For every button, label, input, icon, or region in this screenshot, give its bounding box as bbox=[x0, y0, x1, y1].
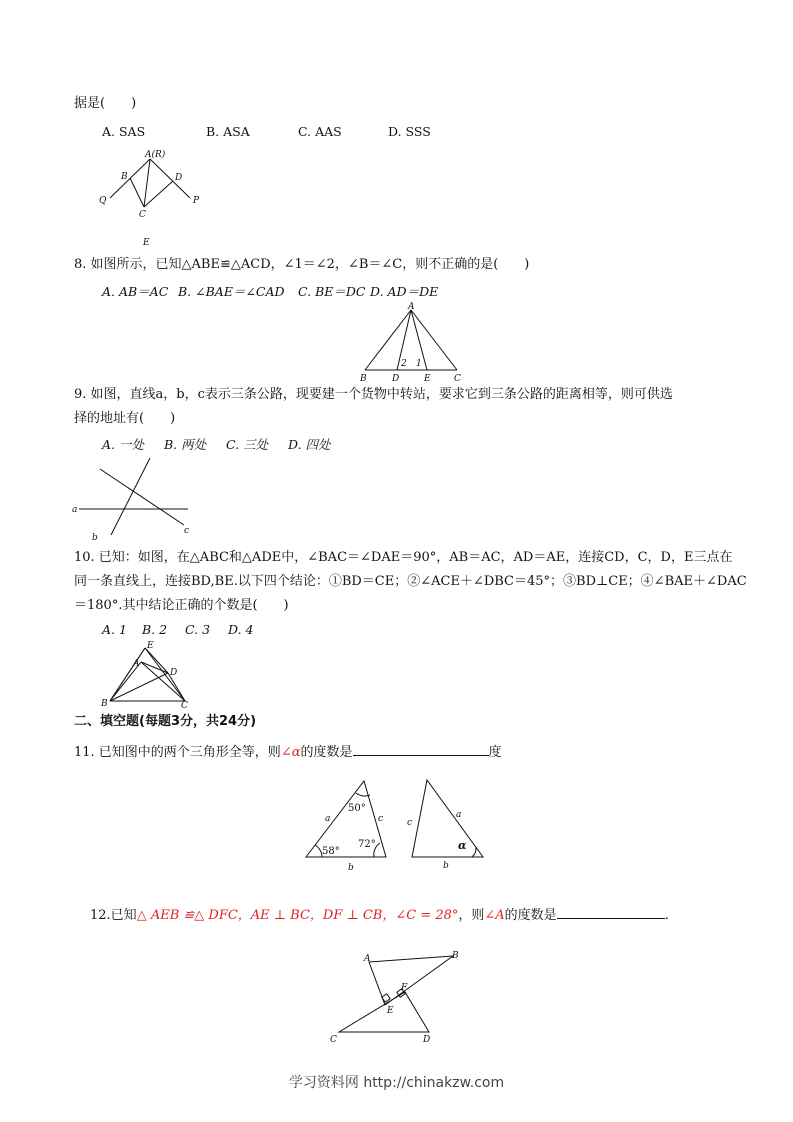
q12-figure bbox=[325, 948, 470, 1048]
q11-label-b1: b bbox=[348, 863, 354, 873]
q11-answer-blank[interactable] bbox=[353, 743, 489, 756]
q11-label-b2: b bbox=[443, 861, 449, 871]
q7-option-b: B. ASA bbox=[206, 124, 250, 139]
q8-label-a: A bbox=[408, 302, 415, 312]
q12-condition: △ AEB ≌△ DFC，AE ⊥ BC，DF ⊥ CB，∠C = 28° bbox=[136, 908, 459, 923]
q10-options bbox=[102, 622, 253, 637]
q7-option-d: D. SSS bbox=[388, 124, 431, 139]
q10-option-c: C. 3 bbox=[185, 622, 211, 637]
q9-option-c: C. 三处 bbox=[226, 437, 269, 452]
q11-label-a2: a bbox=[456, 810, 462, 820]
q8-label-d: D bbox=[392, 374, 400, 384]
q7-figure bbox=[95, 145, 215, 250]
q7-option-a: A. SAS bbox=[102, 124, 146, 139]
q12-stem-post: 的度数是 bbox=[504, 908, 557, 923]
q12-stem bbox=[90, 906, 669, 924]
q11-alpha: ∠α bbox=[280, 745, 301, 760]
q11-stem-post: 的度数是 bbox=[300, 745, 353, 760]
q12-stem-pre: 12.已知 bbox=[90, 908, 137, 923]
q8-label-2: 2 bbox=[401, 359, 407, 369]
q12-label-b: B bbox=[452, 951, 459, 961]
q9-figure bbox=[70, 455, 195, 543]
q9-label-b: b bbox=[92, 533, 98, 543]
q11-angle-50: 50° bbox=[348, 803, 366, 814]
q7-label-c: C bbox=[139, 210, 146, 220]
q10-label-d: D bbox=[170, 668, 178, 678]
q8-stem: 8. 如图所示，已知△ABE≌△ACD，∠1＝∠2，∠B＝∠C，则不正确的是( ) bbox=[74, 257, 530, 272]
q10-label-a: A bbox=[133, 659, 140, 669]
q11-label-a1: a bbox=[325, 814, 331, 824]
q10-option-a: A. 1 bbox=[102, 622, 127, 637]
q7-label-b: B bbox=[121, 172, 128, 182]
q11-angle-58: 58° bbox=[322, 846, 340, 857]
q11-label-c2: c bbox=[407, 818, 413, 828]
q11-angle-72: 72° bbox=[358, 839, 376, 850]
q10-option-b: B. 2 bbox=[142, 622, 168, 637]
q7-label-a: A(R) bbox=[145, 150, 166, 160]
q10-option-d: D. 4 bbox=[228, 622, 254, 637]
q7-label-q: Q bbox=[99, 196, 107, 206]
q7-options bbox=[102, 124, 431, 139]
q8-label-e: E bbox=[424, 374, 431, 384]
q10-label-c: C bbox=[181, 701, 188, 711]
q12-angle: ∠A bbox=[484, 908, 505, 923]
q9-label-a: a bbox=[72, 505, 78, 515]
q12-label-a: A bbox=[364, 954, 371, 964]
q8-option-b: B. ∠BAE＝∠CAD bbox=[178, 284, 285, 299]
q7-stem-tail: 据是( ) bbox=[74, 96, 137, 111]
q8-option-d: D. AD＝DE bbox=[370, 284, 439, 299]
q12-label-c: C bbox=[330, 1035, 337, 1045]
q7-label-d: D bbox=[175, 173, 183, 183]
q12-label-f: F bbox=[401, 983, 408, 993]
q8-option-a: A. AB＝AC bbox=[102, 284, 169, 299]
q7-label-p: P bbox=[193, 196, 200, 206]
q7-label-e: E bbox=[143, 238, 150, 248]
q11-label-c1: c bbox=[378, 814, 384, 824]
q9-option-d: D. 四处 bbox=[288, 437, 331, 452]
q10-stem-line2: 同一条直线上，连接BD,BE.以下四个结论：①BD＝CE；②∠ACE＋∠DBC＝45°；③BD⊥CE；④∠BAE＋∠DAC bbox=[74, 574, 747, 589]
q12-stem-mid: ，则 bbox=[458, 908, 485, 923]
q8-option-c: C. BE＝DC bbox=[298, 284, 366, 299]
footer-watermark: 学习资料网 http://chinakzw.com bbox=[288, 1075, 505, 1091]
q9-option-a: A. 一处 bbox=[102, 437, 144, 452]
q11-stem-pre: 11. 已知图中的两个三角形全等，则 bbox=[74, 745, 281, 760]
q11-stem bbox=[74, 743, 502, 761]
q9-stem-line2: 择的地址有( ) bbox=[74, 411, 176, 426]
q9-label-c: c bbox=[184, 526, 190, 536]
q8-options bbox=[102, 282, 438, 300]
q11-label-alpha: α bbox=[458, 839, 467, 852]
q10-stem-line3: ＝180°.其中结论正确的个数是( ) bbox=[74, 598, 289, 613]
q12-end: . bbox=[664, 908, 669, 923]
q9-stem-line1: 9. 如图，直线a，b，c表示三条公路，现要建一个货物中转站，要求它到三条公路的距离相等，则可供选 bbox=[74, 387, 673, 402]
q8-label-1: 1 bbox=[416, 359, 422, 369]
q12-label-e: E bbox=[387, 1006, 394, 1016]
q10-label-b: B bbox=[101, 699, 108, 709]
q10-label-e: E bbox=[147, 641, 154, 651]
q9-options bbox=[102, 435, 331, 453]
q10-stem-line1: 10. 已知：如图，在△ABC和△ADE中，∠BAC＝∠DAE＝90°，AB＝AC，AD＝AE，连接CD，C，D，E三点在 bbox=[74, 550, 733, 565]
q11-unit: 度 bbox=[488, 745, 502, 760]
q8-label-b: B bbox=[360, 374, 367, 384]
section-2-title: 二、填空题(每题3分，共24分) bbox=[74, 714, 257, 729]
q12-answer-blank[interactable] bbox=[557, 906, 665, 919]
q11-figure bbox=[300, 775, 490, 873]
q8-figure bbox=[355, 302, 470, 384]
q12-label-d: D bbox=[423, 1035, 431, 1045]
q10-figure bbox=[95, 640, 195, 710]
q9-option-b: B. 两处 bbox=[164, 437, 207, 452]
q8-label-c: C bbox=[454, 374, 461, 384]
q7-option-c: C. AAS bbox=[298, 124, 342, 139]
